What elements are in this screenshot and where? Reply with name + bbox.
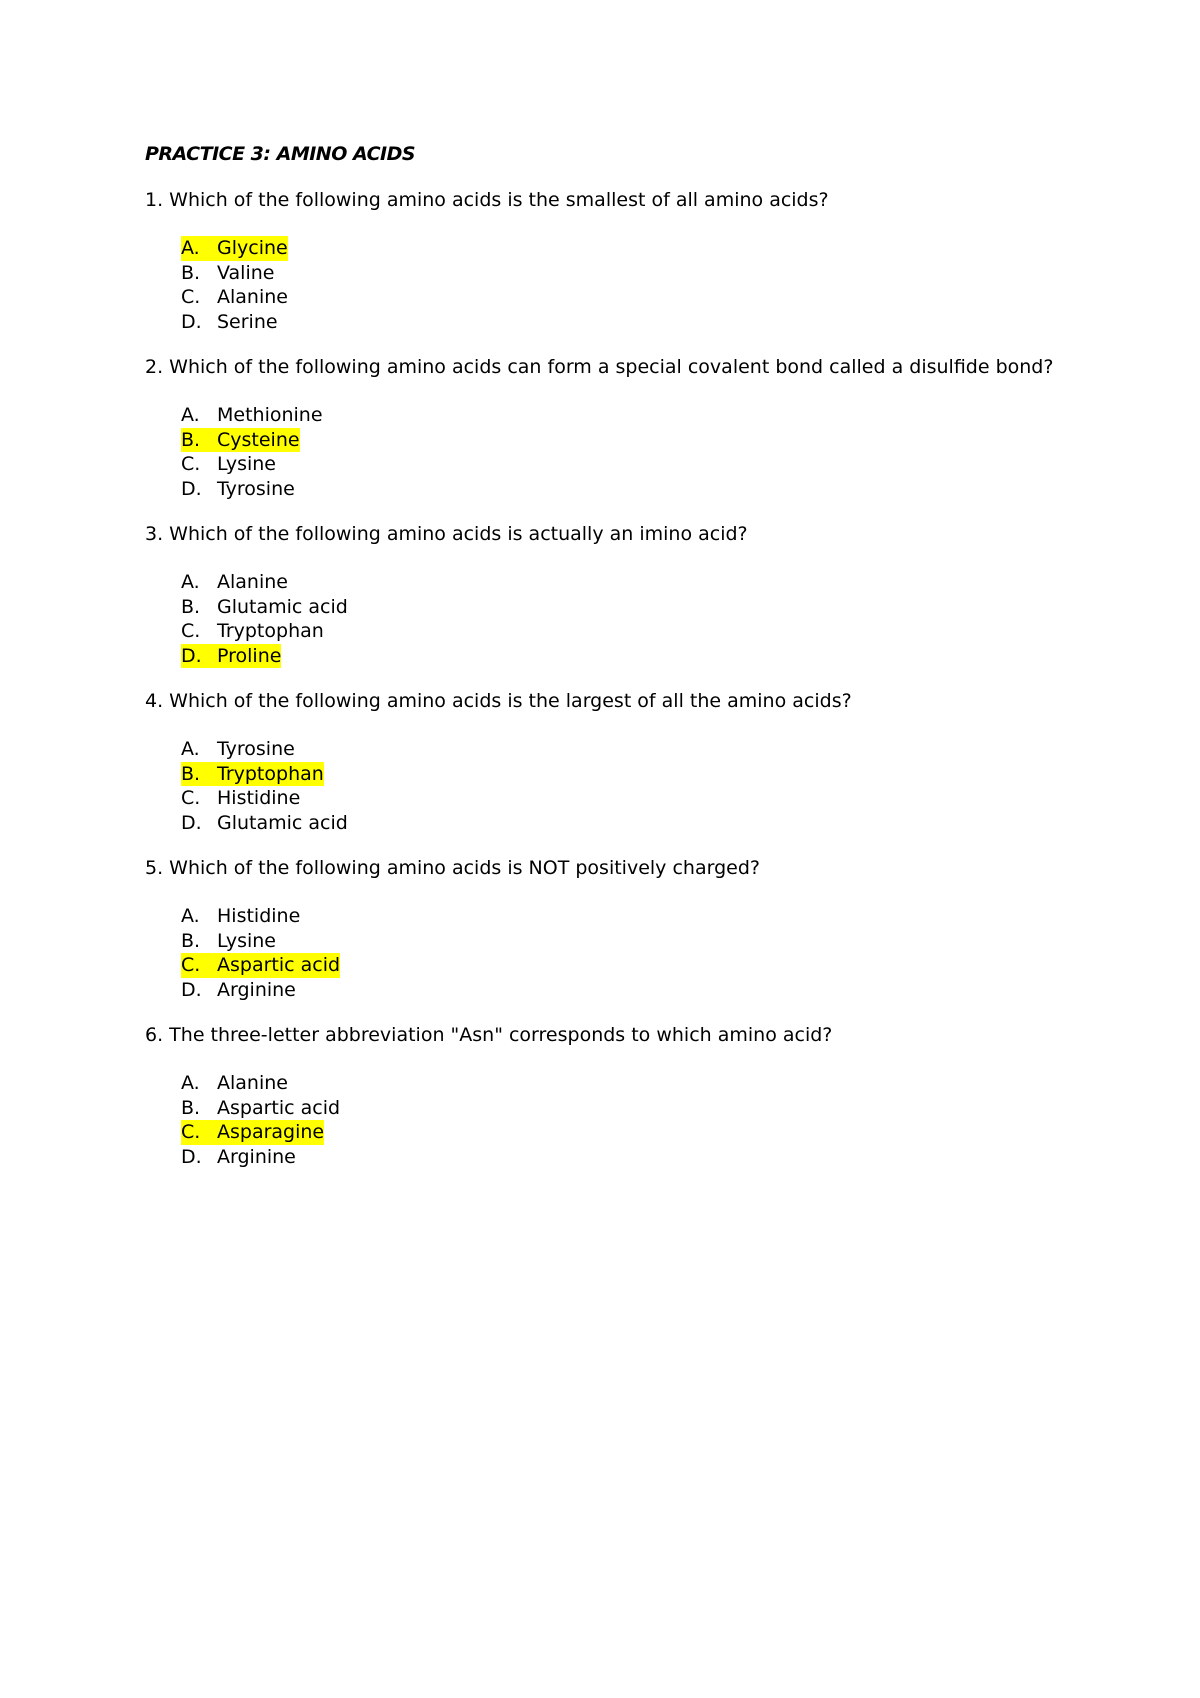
option-letter: C. xyxy=(181,954,201,976)
option-letter: A. xyxy=(181,571,200,593)
answer-option-body xyxy=(181,477,295,502)
answer-option-body xyxy=(181,786,300,811)
option-text: Alanine xyxy=(217,571,288,593)
question-3 xyxy=(145,522,1105,668)
option-text: Tryptophan xyxy=(217,762,324,785)
answer-option-highlighted xyxy=(145,953,1105,978)
option-text: Tryptophan xyxy=(217,620,324,642)
answer-option xyxy=(145,1071,1105,1096)
answer-option-highlighted xyxy=(145,428,1105,453)
answer-option-body xyxy=(181,762,324,787)
answer-option xyxy=(145,619,1105,644)
answer-option-highlighted xyxy=(145,644,1105,669)
answer-options xyxy=(145,403,1105,501)
answer-option xyxy=(145,595,1105,620)
document-body xyxy=(145,142,1105,1190)
answer-option-body xyxy=(181,978,296,1003)
option-letter: A. xyxy=(181,404,200,426)
question-list xyxy=(145,188,1105,1169)
answer-option-body xyxy=(181,644,281,669)
answer-option-body xyxy=(181,737,295,762)
answer-option xyxy=(145,570,1105,595)
answer-option-body xyxy=(181,1096,340,1121)
option-text: Tyrosine xyxy=(217,738,295,760)
answer-option-body xyxy=(181,285,288,310)
option-letter: D. xyxy=(181,477,202,500)
option-letter: A. xyxy=(181,1072,200,1094)
answer-option xyxy=(145,978,1105,1003)
answer-option-highlighted xyxy=(145,1120,1105,1145)
option-letter: D. xyxy=(181,811,202,834)
option-letter: B. xyxy=(181,261,201,284)
option-text: Methionine xyxy=(217,404,323,426)
answer-option-highlighted xyxy=(145,762,1105,787)
answer-option-body xyxy=(181,811,348,836)
option-text: Arginine xyxy=(217,1145,296,1168)
option-text: Aspartic acid xyxy=(217,954,341,976)
answer-option-body xyxy=(181,1071,288,1096)
option-text: Histidine xyxy=(217,787,301,809)
option-letter: C. xyxy=(181,286,201,308)
answer-option xyxy=(145,737,1105,762)
question-text: 1. Which of the following amino acids is the smallest of all amino acids? xyxy=(145,189,829,211)
answer-options xyxy=(145,236,1105,334)
option-text: Cysteine xyxy=(217,428,300,451)
option-letter: C. xyxy=(181,620,201,642)
option-text: Lysine xyxy=(217,929,276,952)
answer-option-body xyxy=(181,452,276,477)
answer-option xyxy=(145,1145,1105,1170)
option-letter: B. xyxy=(181,1096,201,1119)
answer-option xyxy=(145,1096,1105,1121)
answer-option xyxy=(145,929,1105,954)
option-text: Arginine xyxy=(217,978,296,1001)
option-text: Serine xyxy=(217,310,278,333)
answer-option xyxy=(145,403,1105,428)
option-text: Aspartic acid xyxy=(217,1096,341,1119)
answer-option-body xyxy=(181,428,300,453)
option-text: Glutamic acid xyxy=(217,595,348,618)
question-text: 3. Which of the following amino acids is actually an imino acid? xyxy=(145,523,748,545)
answer-option-body xyxy=(181,1145,296,1170)
option-letter: D. xyxy=(181,644,202,667)
answer-option xyxy=(145,811,1105,836)
option-text: Asparagine xyxy=(217,1121,325,1143)
option-letter: A. xyxy=(181,905,200,927)
answer-option-body xyxy=(181,619,324,644)
option-text: Lysine xyxy=(217,453,276,475)
answer-option-body xyxy=(181,403,323,428)
option-letter: B. xyxy=(181,595,201,618)
option-letter: C. xyxy=(181,787,201,809)
answer-option-highlighted xyxy=(145,236,1105,261)
option-text: Proline xyxy=(217,644,282,667)
option-text: Histidine xyxy=(217,905,301,927)
question-5 xyxy=(145,856,1105,1002)
question-1 xyxy=(145,188,1105,334)
answer-options xyxy=(145,904,1105,1002)
option-letter: B. xyxy=(181,428,201,451)
answer-option xyxy=(145,261,1105,286)
answer-option xyxy=(145,786,1105,811)
option-letter: A. xyxy=(181,738,200,760)
answer-option-body xyxy=(181,570,288,595)
answer-option xyxy=(145,285,1105,310)
answer-option-body xyxy=(181,1120,324,1145)
answer-option-body xyxy=(181,595,348,620)
option-letter: C. xyxy=(181,1121,201,1143)
option-text: Valine xyxy=(217,261,275,284)
answer-option-body xyxy=(181,929,276,954)
answer-option xyxy=(145,310,1105,335)
option-letter: D. xyxy=(181,310,202,333)
question-text: 6. The three-letter abbreviation "Asn" corresponds to which amino acid? xyxy=(145,1024,833,1046)
question-text: 2. Which of the following amino acids can form a special covalent bond called a disulfide bond? xyxy=(145,356,1054,378)
option-letter: B. xyxy=(181,762,201,785)
answer-option-body xyxy=(181,236,288,261)
option-text: Glutamic acid xyxy=(217,811,348,834)
document-title: PRACTICE 3: AMINO ACIDS xyxy=(145,143,416,165)
answer-option-body xyxy=(181,261,274,286)
option-text: Alanine xyxy=(217,286,288,308)
question-4 xyxy=(145,689,1105,835)
option-letter: A. xyxy=(181,237,200,259)
answer-options xyxy=(145,1071,1105,1169)
answer-option xyxy=(145,452,1105,477)
option-text: Alanine xyxy=(217,1072,288,1094)
answer-option-body xyxy=(181,310,278,335)
answer-option-body xyxy=(181,904,300,929)
answer-option xyxy=(145,904,1105,929)
option-letter: D. xyxy=(181,1145,202,1168)
option-text: Tyrosine xyxy=(217,477,295,500)
option-letter: B. xyxy=(181,929,201,952)
question-text: 4. Which of the following amino acids is the largest of all the amino acids? xyxy=(145,690,852,712)
option-letter: C. xyxy=(181,453,201,475)
question-2 xyxy=(145,355,1105,501)
answer-options xyxy=(145,737,1105,835)
option-text: Glycine xyxy=(217,237,288,259)
answer-option-body xyxy=(181,953,340,978)
question-6 xyxy=(145,1023,1105,1169)
answer-options xyxy=(145,570,1105,668)
question-text: 5. Which of the following amino acids is NOT positively charged? xyxy=(145,857,760,879)
option-letter: D. xyxy=(181,978,202,1001)
answer-option xyxy=(145,477,1105,502)
